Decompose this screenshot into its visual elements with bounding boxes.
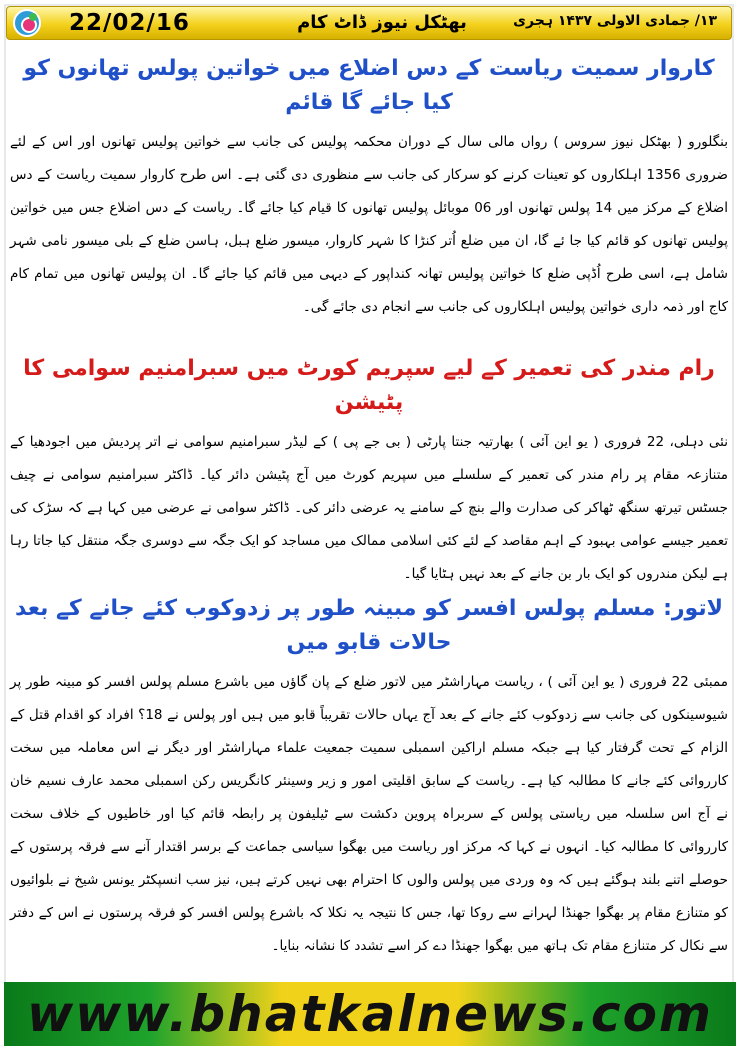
- masthead-title: بھٹکل نیوز ڈاٹ کام: [297, 12, 467, 33]
- header-bar: [6, 6, 732, 40]
- article-latur-police-officer: [10, 592, 728, 963]
- article-headline: کاروار سمیت ریاست کے دس اضلاع میں خواتین پولس تھانوں کو کیا جائے گا قائم: [23, 56, 715, 115]
- article-body: ممبئی 22 فروری ( یو این آئی ) ، ریاست مہاراشٹر میں لاتور ضلع کے پان گاؤں میں باشرع مسلم پولس افسر کو مبینہ طور پر شیوسینکوں کی جانب سے زدوکوب کئے جانے کے بعد آج یہاں حالات تقریباً قابو میں ہیں اور پولس نے 18؟ افراد کو اقدام قتل کے الزام کے تحت گرفتار کیا ہے جبکہ مسلم اراکین اسمبلی سمیت جمعیت علماء مہاراشٹر اور دیگر نے اس معاملہ میں سخت کارروائی کئے جانے کا مطالبہ کیا ہے۔ ریاست کے سابق اقلیتی امور و زیر وسینئر کانگریس رکن اسمبلی محمد عارف نسیم خان نے آج اس سلسلہ میں ریاستی پولس کے سربراہ پروین دکشت سے ٹیلیفون پر رابطہ قائم کیا اور خاطیوں کے خلاف سخت کارروائی کا مطالبہ کیا۔ انہوں نے کہا کہ مرکز اور ریاست میں بھگوا سیاسی جماعت کے برسر اقتدار آنے سے فرقہ پرستوں کے حوصلے اتنے بلند ہوگئے ہیں کہ وہ وردی میں پولس والوں کا احترام بھی نہیں کرتے ہیں، نیز سب انسپکٹر یونس شیخ نے بلوائیوں کو متنازع مقام پر بھگوا جھنڈا لہرانے سے روکا تھا، جس کا نتیجہ یہ نکلا کہ باشرع پولس افسر کو فرقہ پرستوں نے اس کے دفتر سے نکال کر متنازع مقام تک ہاتھ میں بھگوا جھنڈا دے کر اسے تشدد کا نشانہ بنایا۔: [10, 674, 728, 954]
- article-ram-mandir-petition: [10, 352, 728, 591]
- article-headline: لاتور: مسلم پولس افسر کو مبینہ طور پر زدوکوب کئے جانے کے بعد حالات قابو میں: [15, 596, 723, 655]
- website-url: www.bhatkalnews.com: [26, 985, 714, 1043]
- publication-date: 22/02/16: [69, 10, 190, 36]
- footer-banner: [4, 982, 736, 1046]
- hijri-date: ۱۳/ جمادی الاولی ۱۴۳۷ ہجری: [513, 13, 717, 29]
- article-women-police-stations: [10, 52, 728, 324]
- article-body: نئی دہلی، 22 فروری ( یو این آئی ) بھارتیہ جنتا پارٹی ( بی جے پی ) کے لیڈر سبرامنیم سوامی نے اتر پردیش میں اجودھیا کے متنازعہ مقام پر رام مندر کی تعمیر کے سلسلے میں سپریم کورٹ میں آج پٹیشن دائر کیا۔ ڈاکٹر سبرامنیم سوامی نے چیف جسٹس تیرتھ سنگھ ٹھاکر کی صدارت والے بنچ کے سامنے یہ عرضی دائر کی۔ ڈاکٹر سوامی نے عرضی میں کہا ہے کہ سڑک کی تعمیر جیسے عوامی بہبود کے اہم مقاصد کے لئے کئی اسلامی ممالک میں مساجد کو ایک جگہ سے دوسری جگہ منتقل کیا جاتا رہا ہے لیکن مندروں کو ایک بار بن جانے کے بعد نہیں ہٹایا گیا۔: [10, 434, 728, 582]
- article-headline: رام مندر کی تعمیر کے لیے سپریم کورٹ میں سبرامنیم سوامی کا پٹیشن: [23, 356, 715, 415]
- logo-icon: [13, 9, 41, 37]
- article-body: بنگلورو ( بھٹکل نیوز سروس ) رواں مالی سال کے دوران محکمہ پولیس کی جانب سے خواتین پولیس تھانوں اور اس کے لئے ضروری 1356 اہلکاروں کو تعینات کرنے کو سرکار کی جانب سے منظوری دی گئی ہے۔ اس طرح کاروار سمیت ریاست کے دس اضلاع کے مرکز میں 14 پولس تھانوں اور 06 موبائل پولیس تھانوں کا قیام کیا جائے گا۔ ریاست کے دس اضلاع جس میں خواتین پولیس تھانوں کو قائم کیا جا ئے گا، ان میں ضلع اُتر کنڑا کا شہر کاروار، میسور ضلع ہبل، ہاسن ضلع کے بلی میسور نامی شہر شامل ہے، اسی طرح اُڈپی ضلع کا خواتین پولیس تھانہ کنداپور کے دیہی میں قائم کیا جائے گا۔ ان پولیس تھانوں میں تمام کام کاج اور ذمہ داری خواتین پولیس اہلکاروں کی جانب سے انجام دی جائے گی۔: [10, 134, 729, 315]
